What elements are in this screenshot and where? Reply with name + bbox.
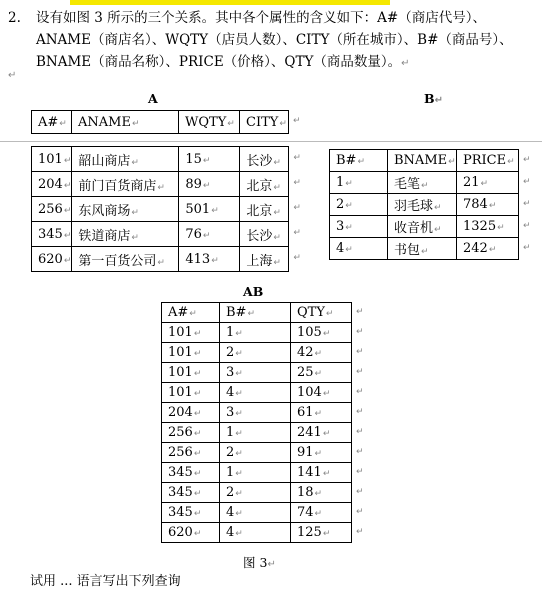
table-cell: 4↵ [220, 523, 291, 543]
table-cell: 345↵ [162, 483, 220, 503]
table-cell: ANAME↵ [72, 111, 179, 134]
table-a-body [31, 146, 289, 272]
row-end-mark: ↵ [356, 486, 364, 497]
table-row [330, 238, 519, 260]
table-cell: 345↵ [32, 222, 72, 247]
row-end-mark: ↵ [523, 176, 531, 187]
table-a-header [31, 110, 289, 134]
table-row [162, 423, 352, 443]
row-end-mark: ↵ [356, 306, 364, 317]
table-cell: A#↵ [32, 111, 72, 134]
table-row [32, 247, 289, 272]
table-cell: 书包↵ [388, 238, 457, 260]
row-end-mark: ↵ [523, 242, 531, 253]
table-cell: 101↵ [162, 383, 220, 403]
table-cell: QTY↵ [291, 303, 352, 323]
table-cell: 收音机↵ [388, 216, 457, 238]
table-cell: 125↵ [291, 523, 352, 543]
table-cell: 3↵ [220, 363, 291, 383]
row-end-mark: ↵ [356, 526, 364, 537]
table-cell: 韶山商店↵ [72, 147, 179, 172]
table-cell: BNAME↵ [388, 150, 457, 172]
table-cell: 256↵ [162, 443, 220, 463]
table-cell: 4↵ [220, 383, 291, 403]
table-cell: 204↵ [162, 403, 220, 423]
table-cell: 1↵ [330, 172, 388, 194]
table-cell: 256↵ [32, 197, 72, 222]
table-cell: 前门百货商店↵ [72, 172, 179, 197]
table-cell: 北京↵ [240, 172, 289, 197]
table-cell: 74↵ [291, 503, 352, 523]
table-cell: 毛笔↵ [388, 172, 457, 194]
table-cell: B#↵ [220, 303, 291, 323]
table-b-title: B↵ [424, 91, 443, 106]
question-line-1: 设有如图 3 所示的三个关系。其中各个属性的含义如下：A#（商店代号）、 [36, 10, 486, 26]
table-cell: 345↵ [162, 503, 220, 523]
table-row [162, 363, 352, 383]
table-cell: 3↵ [330, 216, 388, 238]
table-cell: 铁道商店↵ [72, 222, 179, 247]
table-cell: 2↵ [220, 483, 291, 503]
table-cell: 620↵ [162, 523, 220, 543]
table-cell: 101↵ [32, 147, 72, 172]
table-cell: 北京↵ [240, 197, 289, 222]
highlight-strip [70, 0, 390, 5]
table-row [32, 147, 289, 172]
table-row [32, 172, 289, 197]
paragraph-mark: ↵ [8, 70, 17, 81]
table-cell: 101↵ [162, 363, 220, 383]
table-ab-title: AB [243, 284, 264, 299]
table-row [162, 523, 352, 543]
table-cell: 2↵ [220, 343, 291, 363]
table-cell: 141↵ [291, 463, 352, 483]
table-cell: 101↵ [162, 323, 220, 343]
table-cell: 204↵ [32, 172, 72, 197]
table-cell: 413↵ [179, 247, 240, 272]
table-cell: 784↵ [457, 194, 519, 216]
table-header-row [330, 150, 519, 172]
table-cell: 2↵ [220, 443, 291, 463]
table-header-row [32, 111, 289, 134]
table-row [330, 216, 519, 238]
table-row [330, 172, 519, 194]
table-cell: 上海↵ [240, 247, 289, 272]
table-cell: 4↵ [220, 503, 291, 523]
table-cell: 长沙↵ [240, 222, 289, 247]
row-end-mark: ↵ [356, 386, 364, 397]
table-cell: 42↵ [291, 343, 352, 363]
row-end-mark: ↵ [356, 346, 364, 357]
row-end-mark: ↵ [293, 228, 301, 238]
table-row [162, 383, 352, 403]
table-cell: 1↵ [220, 423, 291, 443]
question-number: 2. [8, 10, 21, 26]
table-cell: 3↵ [220, 403, 291, 423]
table-cell: 4↵ [330, 238, 388, 260]
table-row [162, 443, 352, 463]
table-cell: 256↵ [162, 423, 220, 443]
table-cell: 1↵ [220, 463, 291, 483]
page-divider [0, 141, 542, 142]
table-b [329, 149, 519, 260]
question-line-2: ANAME（商店名）、WQTY（店员人数）、CITY（所在城市）、B#（商品号）、 [36, 32, 513, 48]
table-header-row [162, 303, 352, 323]
row-end-mark: ↵ [356, 426, 364, 437]
row-end-mark: ↵ [293, 153, 301, 163]
row-end-mark: ↵ [356, 446, 364, 457]
table-cell: 242↵ [457, 238, 519, 260]
table-cell: 105↵ [291, 323, 352, 343]
table-row [162, 403, 352, 423]
table-cell: 91↵ [291, 443, 352, 463]
table-cell: 61↵ [291, 403, 352, 423]
table-cell: 1325↵ [457, 216, 519, 238]
table-cell: 羽毛球↵ [388, 194, 457, 216]
row-end-mark: ↵ [356, 506, 364, 517]
row-end-mark: ↵ [293, 203, 301, 213]
table-row [162, 503, 352, 523]
table-row [330, 194, 519, 216]
table-row [32, 197, 289, 222]
table-row [162, 483, 352, 503]
bottom-partial-text: 试用 ... 语言写出下列查询 [30, 574, 181, 589]
table-cell: PRICE↵ [457, 150, 519, 172]
row-end-mark: ↵ [293, 116, 301, 126]
row-end-mark: ↵ [523, 198, 531, 209]
table-cell: 89↵ [179, 172, 240, 197]
table-cell: 104↵ [291, 383, 352, 403]
table-row [162, 343, 352, 363]
table-cell: WQTY↵ [179, 111, 240, 134]
row-end-mark: ↵ [293, 253, 301, 263]
table-row [32, 222, 289, 247]
row-end-mark: ↵ [356, 326, 364, 337]
table-cell: 101↵ [162, 343, 220, 363]
table-a-title: A [148, 91, 158, 106]
figure-caption: 图 3↵ [243, 555, 276, 570]
table-cell: 2↵ [330, 194, 388, 216]
table-ab [161, 302, 352, 543]
table-cell: 第一百货公司↵ [72, 247, 179, 272]
row-end-mark: ↵ [293, 178, 301, 188]
table-cell: 76↵ [179, 222, 240, 247]
table-cell: 1↵ [220, 323, 291, 343]
row-end-mark: ↵ [356, 366, 364, 377]
table-cell: 241↵ [291, 423, 352, 443]
table-row [162, 463, 352, 483]
table-cell: 21↵ [457, 172, 519, 194]
table-cell: 18↵ [291, 483, 352, 503]
table-cell: 15↵ [179, 147, 240, 172]
table-cell: B#↵ [330, 150, 388, 172]
table-cell: CITY↵ [240, 111, 289, 134]
table-cell: 东风商场↵ [72, 197, 179, 222]
row-end-mark: ↵ [523, 154, 531, 165]
row-end-mark: ↵ [356, 406, 364, 417]
table-cell: 25↵ [291, 363, 352, 383]
table-cell: 长沙↵ [240, 147, 289, 172]
table-cell: 620↵ [32, 247, 72, 272]
row-end-mark: ↵ [356, 466, 364, 477]
row-end-mark: ↵ [523, 220, 531, 231]
table-cell: 345↵ [162, 463, 220, 483]
table-row [162, 323, 352, 343]
question-line-3: BNAME（商品名称）、PRICE（价格）、QTY（商品数量）。↵ [36, 54, 410, 70]
table-cell: A#↵ [162, 303, 220, 323]
table-cell: 501↵ [179, 197, 240, 222]
